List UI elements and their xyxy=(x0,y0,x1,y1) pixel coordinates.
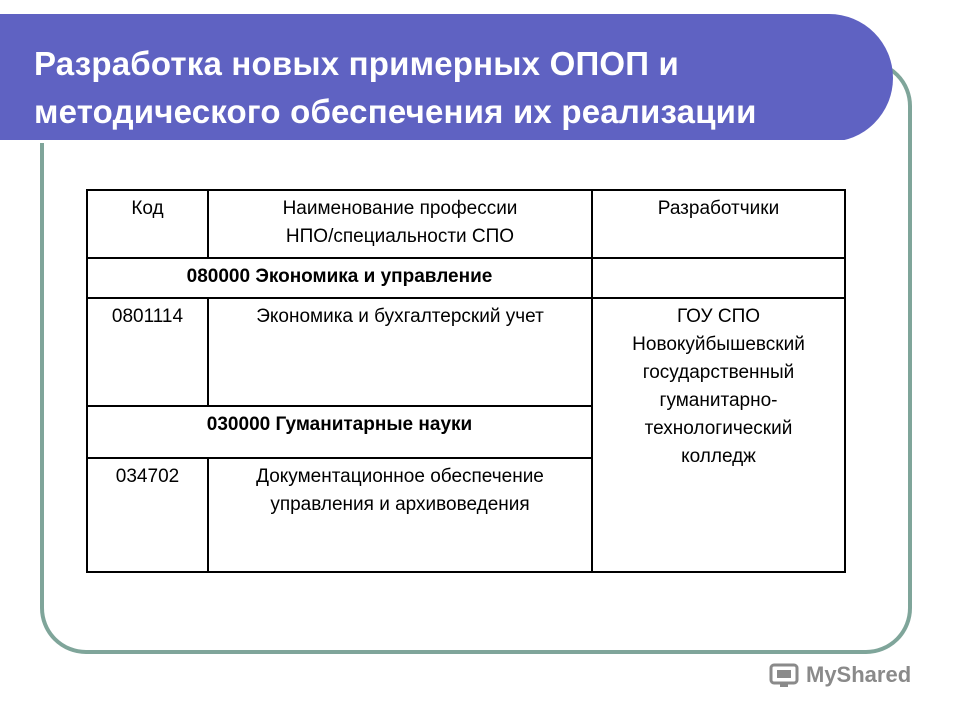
header-code: Код xyxy=(87,190,208,258)
watermark-text: MyShared xyxy=(806,662,912,687)
table-header-row xyxy=(87,190,845,258)
developer-line-4: гуманитарно- xyxy=(659,390,778,411)
row1-name: Экономика и бухгалтерский учет xyxy=(208,298,592,406)
developer-line-3: государственный xyxy=(642,362,795,383)
header-name-line-2: НПО/специальности СПО xyxy=(285,226,515,247)
section-economics-developers xyxy=(592,258,845,298)
title-underline xyxy=(0,140,848,143)
developer-line-5: технологический xyxy=(644,418,793,439)
row1-code: 0801114 xyxy=(87,298,208,406)
developer-line-1: ГОУ СПО xyxy=(676,306,761,327)
row2-code: 034702 xyxy=(87,458,208,572)
header-name xyxy=(208,190,592,258)
myshared-logo-icon xyxy=(768,659,800,691)
developer-line-6: колледж xyxy=(681,446,756,467)
title-line-1: Разработка новых примерных ОПОП и xyxy=(34,45,680,82)
programs-table xyxy=(86,189,846,573)
section-economics: 080000 Экономика и управление xyxy=(87,258,592,298)
table-row-1 xyxy=(87,298,845,406)
header-developers: Разработчики xyxy=(592,190,845,258)
watermark xyxy=(768,658,928,692)
row2-name-line-2: управления и архивоведения xyxy=(270,494,530,515)
title-banner xyxy=(0,14,893,142)
slide-title xyxy=(34,40,874,136)
developer-cell xyxy=(592,298,845,572)
section-humanities: 030000 Гуманитарные науки xyxy=(87,406,592,458)
title-line-2: методического обеспечения их реализации xyxy=(34,93,757,130)
developer-line-2: Новокуйбышевский xyxy=(632,334,805,355)
table-row-section-1 xyxy=(87,258,845,298)
header-name-line-1: Наименование профессии xyxy=(282,198,518,219)
row2-name xyxy=(208,458,592,572)
row2-name-line-1: Документационное обеспечение xyxy=(256,466,544,487)
